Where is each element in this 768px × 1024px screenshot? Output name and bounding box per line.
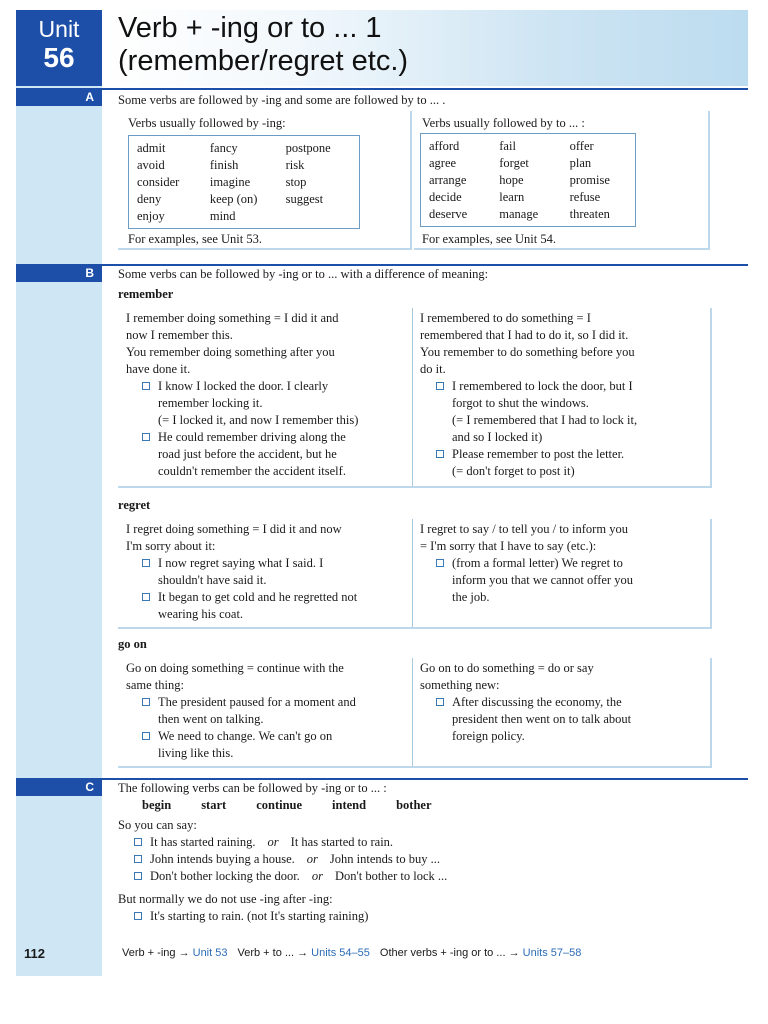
- sidebar-strip: [16, 10, 102, 976]
- verb-cell: deny: [137, 192, 162, 206]
- verb-cell: learn: [499, 190, 525, 204]
- remember-left-column: [126, 310, 406, 480]
- example-bullet-icon: [436, 450, 444, 458]
- verb-row: [429, 206, 635, 223]
- example-item: [118, 834, 598, 851]
- verb-cell: consider: [137, 175, 180, 189]
- section-b-intro: Some verbs can be followed by -ing or to ... with a difference of meaning:: [118, 267, 489, 281]
- example-or: or: [311, 869, 323, 883]
- footer-ref-text: Verb + -ing →: [122, 947, 193, 959]
- explanation-line: I regret doing something = I did it and now: [126, 522, 342, 536]
- verb-cell: fancy: [209, 141, 238, 155]
- verb-cell: keep (on): [209, 192, 258, 206]
- explanation-line: have done it.: [126, 362, 191, 376]
- example-or: or: [267, 835, 279, 849]
- example-item: [126, 589, 406, 623]
- remember-right-column: [420, 310, 706, 480]
- example-bullet-icon: [142, 593, 150, 601]
- verb-cell: promise: [569, 173, 610, 187]
- example-line: remember locking it.: [158, 396, 263, 410]
- example-first: Don't bother locking the door.: [150, 869, 300, 883]
- verb-cell: suggest: [285, 192, 324, 206]
- verb-row: [137, 208, 359, 225]
- last-example: [118, 908, 768, 925]
- verb-word: continue: [256, 798, 303, 812]
- explanation-line: You remember doing something after you: [126, 345, 335, 359]
- example-item: [126, 378, 406, 429]
- example-line: I know I locked the door. I clearly: [158, 379, 329, 393]
- explanation-line: something new:: [420, 678, 500, 692]
- ing-verbs-table: [137, 140, 359, 225]
- regret-heading: regret: [118, 498, 151, 512]
- verb-cell: finish: [209, 158, 239, 172]
- explanation-line: do it.: [420, 362, 446, 376]
- verb-cell: risk: [285, 158, 305, 172]
- example-bullet-icon: [436, 698, 444, 706]
- example-line: forgot to shut the windows.: [452, 396, 589, 410]
- example-line: I remembered to lock the door, but I: [452, 379, 633, 393]
- example-first: John intends buying a house.: [150, 852, 295, 866]
- explanation-line: You remember to do something before you: [420, 345, 635, 359]
- footer-ref: [380, 947, 581, 959]
- example-line: inform you that we cannot offer you: [452, 573, 633, 587]
- verb-cell: hope: [499, 173, 524, 187]
- example-line: Please remember to post the letter.: [452, 447, 625, 461]
- verb-cell: [286, 208, 359, 225]
- example-line: (= don't forget to post it): [452, 464, 575, 478]
- remember-divider: [412, 308, 413, 486]
- ing-verbs-heading: Verbs usually followed by -ing:: [128, 116, 286, 130]
- example-first: It has started raining.: [150, 835, 256, 849]
- example-line: I now regret saying what I said. I: [158, 556, 324, 570]
- example-bullet-icon: [142, 433, 150, 441]
- example-bullet-icon: [134, 912, 142, 920]
- example-item: [118, 851, 598, 868]
- explanation-line: Go on to do something = do or say: [420, 661, 594, 675]
- verb-cell: decide: [429, 190, 462, 204]
- footer-ref-link[interactable]: Units 57–58: [522, 947, 582, 959]
- example-bullet-icon: [436, 559, 444, 567]
- section-c-intro: The following verbs can be followed by -ing or to ... :: [118, 781, 387, 795]
- to-verbs-footer: For examples, see Unit 54.: [422, 232, 557, 246]
- page-number: 112: [24, 946, 45, 961]
- verb-row: [429, 155, 635, 172]
- verb-row: [429, 189, 635, 206]
- verb-cell: plan: [569, 156, 592, 170]
- explanation-line: now I remember this.: [126, 328, 233, 342]
- example-line: wearing his coat.: [158, 607, 244, 621]
- example-item: [118, 868, 598, 885]
- example-item: [126, 728, 406, 762]
- example-bullet-icon: [134, 872, 142, 880]
- verb-cell: fail: [499, 139, 516, 153]
- regret-left-column: [126, 521, 406, 623]
- example-item: [420, 446, 706, 480]
- section-b-label: B: [16, 264, 102, 282]
- footer-ref-text: Other verbs + -ing or to ... →: [379, 947, 523, 959]
- page-title: [118, 12, 408, 78]
- explanation-line: I regret to say / to tell you / to inform you: [420, 522, 628, 536]
- goon-left-column: [126, 660, 406, 762]
- example-item: [126, 429, 406, 480]
- example-line: the job.: [452, 590, 490, 604]
- example-line: road just before the accident, but he: [158, 447, 337, 461]
- verb-cell: imagine: [209, 175, 251, 189]
- example-item: [420, 694, 706, 745]
- explanation-line: same thing:: [126, 678, 184, 692]
- goon-right-column: [420, 660, 706, 745]
- example-bullet-icon: [142, 559, 150, 567]
- ing-verbs-footer: For examples, see Unit 53.: [128, 232, 263, 246]
- verb-row: [137, 174, 359, 191]
- section-c-verbs: [142, 797, 462, 814]
- ing-verbs-table-box: [128, 135, 360, 229]
- example-bullet-icon: [142, 732, 150, 740]
- verb-cell: manage: [499, 207, 539, 221]
- footer-cross-references: [122, 947, 591, 959]
- verb-cell: arrange: [429, 173, 467, 187]
- unit-word: Unit: [38, 16, 80, 42]
- example-or: or: [306, 852, 318, 866]
- verb-row: [137, 191, 359, 208]
- verb-cell: admit: [137, 141, 166, 155]
- example-line: and so I locked it): [452, 430, 543, 444]
- example-line: then went on talking.: [158, 712, 264, 726]
- example-line: foreign policy.: [452, 729, 525, 743]
- example-line: living like this.: [158, 746, 234, 760]
- verb-word: intend: [332, 798, 367, 812]
- example-bullet-icon: [142, 698, 150, 706]
- verb-cell: refuse: [569, 190, 601, 204]
- unit-badge: [16, 10, 102, 86]
- section-c-label: C: [16, 778, 102, 796]
- last-example-text: It's starting to rain. (not It's starting raining): [150, 909, 369, 923]
- unit-number: 56: [43, 42, 75, 73]
- verb-cell: postpone: [285, 141, 331, 155]
- verb-cell: afford: [429, 139, 460, 153]
- explanation-line: = I'm sorry that I have to say (etc.):: [420, 539, 597, 553]
- example-item: [126, 555, 406, 589]
- example-item: [420, 378, 706, 446]
- example-line: (from a formal letter) We regret to: [452, 556, 623, 570]
- example-line: The president paused for a moment and: [158, 695, 356, 709]
- example-bullet-icon: [134, 838, 142, 846]
- regret-divider: [412, 519, 413, 627]
- verb-cell: stop: [285, 175, 307, 189]
- footer-ref-link[interactable]: Unit 53: [192, 947, 228, 959]
- example-second: Don't bother to lock ...: [334, 869, 448, 883]
- ing-verbs-box: [118, 111, 412, 250]
- to-verbs-heading: Verbs usually followed by to ... :: [422, 116, 585, 130]
- footer-ref: [237, 947, 369, 959]
- verb-cell: threaten: [569, 207, 610, 221]
- section-a-rule: [102, 88, 748, 90]
- explanation-line: I'm sorry about it:: [126, 539, 216, 553]
- title-line-2: (remember/regret etc.): [118, 45, 409, 77]
- verb-word: start: [201, 798, 227, 812]
- explanation-line: I remember doing something = I did it and: [126, 311, 339, 325]
- verb-cell: offer: [569, 139, 594, 153]
- example-second: John intends to buy ...: [329, 852, 440, 866]
- example-line: shouldn't have said it.: [158, 573, 267, 587]
- section-a-label: A: [16, 88, 102, 106]
- verb-cell: enjoy: [137, 209, 165, 223]
- regret-box: [118, 519, 712, 629]
- title-line-1: Verb + -ing or to ... 1: [118, 12, 382, 44]
- example-second: It has started to rain.: [290, 835, 394, 849]
- verb-row: [137, 140, 359, 157]
- so-you-can-say: So you can say:: [118, 818, 197, 832]
- example-line: president then went on to talk about: [452, 712, 632, 726]
- example-line: (= I locked it, and now I remember this): [158, 413, 359, 427]
- example-line: He could remember driving along the: [158, 430, 346, 444]
- explanation-line: remembered that I had to do it, so I did it.: [420, 328, 629, 342]
- verb-word: bother: [396, 798, 432, 812]
- goon-divider: [412, 658, 413, 766]
- footer-ref-text: Verb + to ... →: [237, 947, 312, 959]
- verb-cell: forget: [499, 156, 529, 170]
- verb-word: begin: [142, 798, 172, 812]
- section-a-intro: Some verbs are followed by -ing and some are followed by to ... .: [118, 93, 446, 107]
- explanation-line: I remembered to do something = I: [420, 311, 591, 325]
- example-line: After discussing the economy, the: [452, 695, 622, 709]
- example-bullet-icon: [142, 382, 150, 390]
- example-line: It began to get cold and he regretted not: [158, 590, 358, 604]
- verb-row: [429, 172, 635, 189]
- to-verbs-table: [429, 138, 635, 223]
- remember-heading: remember: [118, 287, 174, 301]
- example-line: (= I remembered that I had to lock it,: [452, 413, 638, 427]
- verb-row: [429, 138, 635, 155]
- example-item: [126, 694, 406, 728]
- footer-ref-link[interactable]: Units 54–55: [311, 947, 370, 959]
- section-c-examples: [118, 834, 598, 885]
- example-line: couldn't remember the accident itself.: [158, 464, 346, 478]
- verb-cell: deserve: [429, 207, 468, 221]
- verb-cell: mind: [209, 209, 236, 223]
- explanation-line: Go on doing something = continue with the: [126, 661, 344, 675]
- verb-cell: agree: [429, 156, 457, 170]
- verb-row: [137, 157, 359, 174]
- to-verbs-box: [414, 111, 710, 250]
- goon-heading: go on: [118, 637, 147, 651]
- verb-cell: avoid: [137, 158, 165, 172]
- example-item: [420, 555, 706, 606]
- remember-box: [118, 308, 712, 488]
- goon-box: [118, 658, 712, 768]
- footer-ref: [122, 947, 227, 959]
- example-line: We need to change. We can't go on: [158, 729, 333, 743]
- to-verbs-table-box: [420, 133, 636, 227]
- example-bullet-icon: [134, 855, 142, 863]
- example-bullet-icon: [436, 382, 444, 390]
- regret-right-column: [420, 521, 706, 606]
- but-normally-line: But normally we do not use -ing after -ing:: [118, 892, 333, 906]
